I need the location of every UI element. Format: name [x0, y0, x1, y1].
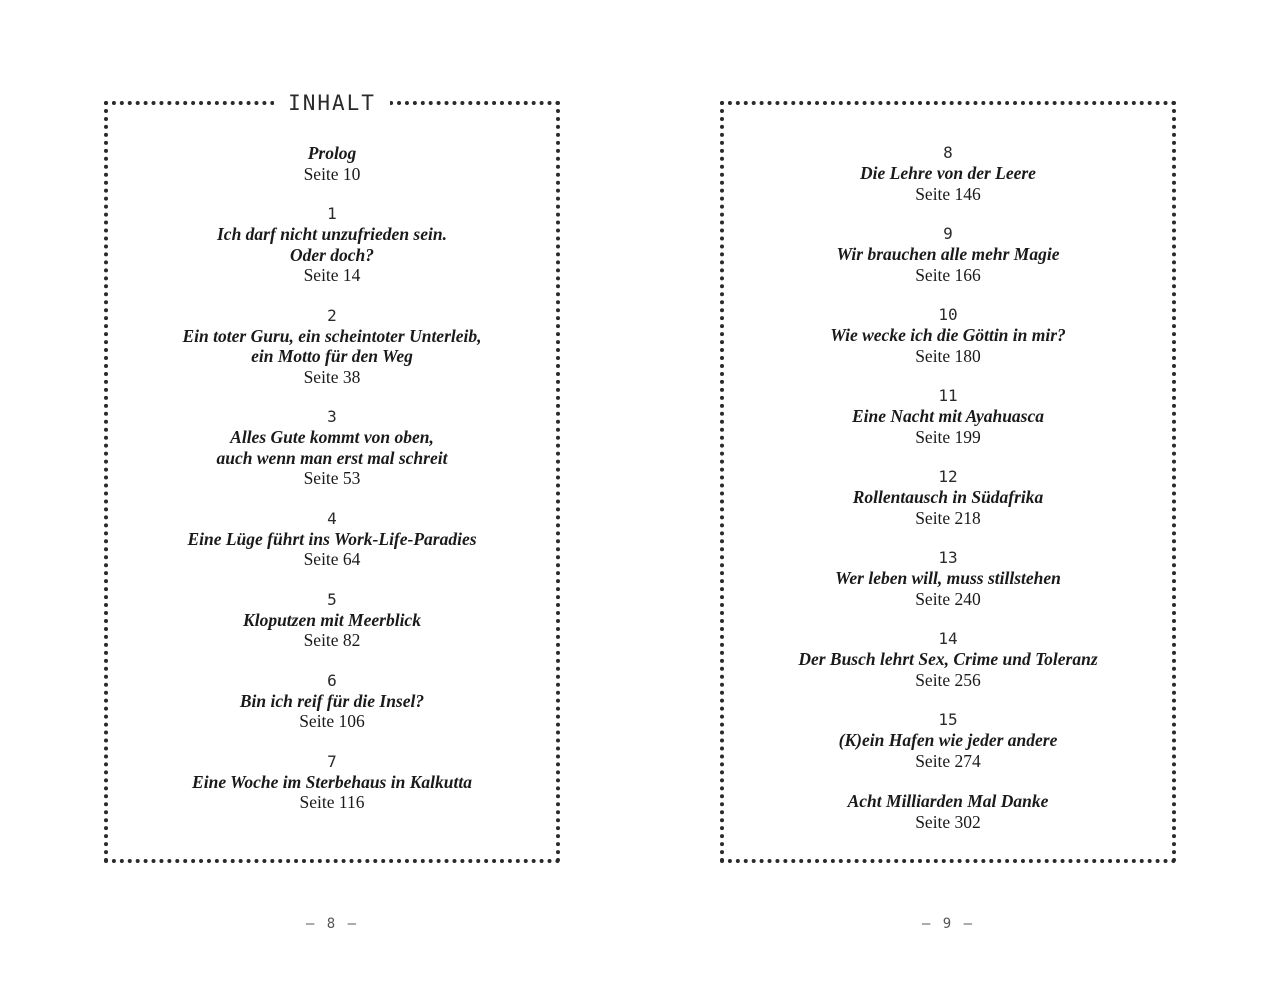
toc-column-right: [724, 143, 1172, 852]
toc-entry: [108, 509, 556, 570]
toc-entry: [724, 143, 1172, 204]
entry-title: (K)ein Hafen wie jeder andere: [838, 730, 1058, 750]
entry-title: Eine Nacht mit Ayahuasca: [851, 406, 1045, 426]
chapter-number: 7: [327, 751, 337, 771]
entry-page: Seite 14: [303, 265, 361, 285]
chapter-number: 6: [327, 670, 337, 690]
entry-page: Seite 146: [915, 183, 981, 204]
entry-page: Seite 38: [303, 366, 361, 387]
chapter-number: 13: [938, 548, 958, 567]
chapter-number: 4: [327, 508, 337, 528]
entry-page: Seite 180: [915, 345, 981, 366]
toc-entry: [724, 548, 1172, 609]
toc-entry: [724, 224, 1172, 285]
entry-page: Seite 82: [303, 630, 361, 650]
entry-page: Seite 218: [915, 507, 981, 528]
entry-page: Seite 10: [303, 163, 361, 184]
toc-entry: [108, 590, 556, 651]
chapter-number: 12: [938, 467, 958, 486]
chapter-number: 3: [327, 407, 337, 426]
entry-page: Seite 274: [915, 750, 981, 771]
toc-entry: [108, 407, 556, 489]
entry-page: Seite 240: [915, 588, 981, 609]
chapter-number: 8: [943, 143, 953, 162]
toc-entry: [108, 671, 556, 732]
toc-entry: [724, 305, 1172, 366]
page-number-left: – 8 –: [305, 916, 359, 932]
entry-page: Seite 116: [299, 792, 365, 812]
entry-title: Wir brauchen alle mehr Magie: [836, 244, 1060, 264]
toc-entry: [108, 752, 556, 813]
entry-page: Seite 166: [915, 264, 981, 285]
entry-title: Alles Gute kommt von oben, auch wenn man erst mal schreit: [216, 427, 448, 468]
toc-heading: INHALT: [274, 86, 390, 120]
chapter-number: 10: [938, 305, 958, 324]
entry-title: Acht Milliarden Mal Danke: [847, 791, 1049, 811]
chapter-number: 5: [327, 589, 337, 609]
entry-title: Kloputzen mit Meerblick: [243, 609, 421, 630]
entry-page: Seite 64: [303, 549, 361, 569]
entry-title: Eine Lüge führt ins Work-Life-Paradies: [187, 528, 477, 549]
entry-title: Wer leben will, muss stillstehen: [835, 568, 1061, 588]
chapter-number: 11: [938, 386, 958, 405]
toc-entry: [108, 306, 556, 388]
entry-title: Die Lehre von der Leere: [860, 163, 1036, 183]
chapter-number: 14: [938, 629, 958, 648]
chapter-number: 1: [327, 204, 337, 223]
entry-page: Seite 256: [915, 669, 981, 690]
toc-entry: [724, 710, 1172, 771]
toc-entry: [724, 629, 1172, 690]
chapter-number: 2: [327, 305, 337, 325]
entry-page: Seite 53: [303, 468, 361, 488]
entry-title: Ich darf nicht unzufrieden sein. Oder doch?: [217, 224, 447, 265]
entry-title: Der Busch lehrt Sex, Crime und Toleranz: [798, 649, 1098, 669]
chapter-number: 15: [938, 710, 958, 729]
entry-title: Bin ich reif für die Insel?: [239, 690, 425, 711]
entry-title: Ein toter Guru, ein scheintoter Unterleib, ein Motto für den Weg: [182, 325, 482, 366]
toc-column-left: [108, 143, 556, 833]
page-number-right: – 9 –: [921, 916, 975, 932]
entry-title: Prolog: [307, 143, 357, 163]
entry-page: Seite 199: [915, 426, 981, 447]
toc-entry-prolog: [108, 143, 556, 184]
entry-title: Eine Woche im Sterbehaus in Kalkutta: [192, 771, 472, 792]
toc-entry-acknowledgements: [724, 791, 1172, 832]
chapter-number: 9: [943, 224, 953, 243]
toc-entry: [108, 204, 556, 286]
toc-entry: [724, 386, 1172, 447]
toc-entry: [724, 467, 1172, 528]
entry-title: Rollentausch in Südafrika: [852, 487, 1044, 507]
entry-title: Wie wecke ich die Göttin in mir?: [830, 325, 1066, 345]
entry-page: Seite 106: [299, 711, 365, 731]
entry-page: Seite 302: [915, 811, 981, 832]
